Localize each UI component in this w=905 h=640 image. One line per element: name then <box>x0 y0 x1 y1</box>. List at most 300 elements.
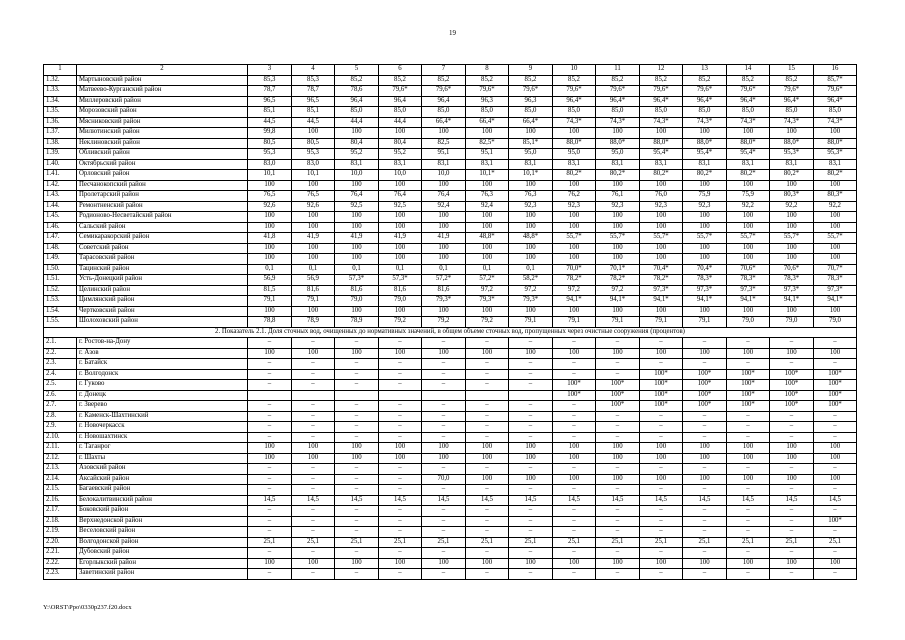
value-cell: 100 <box>292 212 335 223</box>
value-cell: – <box>814 432 857 443</box>
row-index: 2.18. <box>44 516 77 527</box>
value-cell: – <box>727 485 770 496</box>
value-cell: 57,3* <box>335 275 379 286</box>
value-cell: – <box>770 411 814 422</box>
row-index: 1.48. <box>44 243 77 254</box>
value-cell: 100 <box>553 306 596 317</box>
value-cell: – <box>509 338 553 349</box>
row-index: 1.38. <box>44 138 77 149</box>
value-cell: – <box>814 569 857 580</box>
value-cell: – <box>509 464 553 475</box>
value-cell: 66,4* <box>509 117 553 128</box>
value-cell: – <box>509 548 553 559</box>
row-name: г. Новошахтинск <box>77 432 248 443</box>
value-cell: – <box>422 569 466 580</box>
value-cell: – <box>727 569 770 580</box>
value-cell: – <box>596 485 640 496</box>
value-cell: – <box>466 485 509 496</box>
value-cell: – <box>422 359 466 370</box>
value-cell: 97,3* <box>727 285 770 296</box>
row-index: 2.3. <box>44 359 77 370</box>
value-cell: 100 <box>770 558 814 569</box>
value-cell: 83,1 <box>335 159 379 170</box>
value-cell: – <box>640 569 683 580</box>
value-cell <box>335 390 379 401</box>
value-cell: 100 <box>640 474 683 485</box>
value-cell <box>509 390 553 401</box>
value-cell: 76,5 <box>292 191 335 202</box>
value-cell: 92,3 <box>596 201 640 212</box>
value-cell: 100 <box>292 453 335 464</box>
value-cell: 100* <box>814 390 857 401</box>
value-cell: 92,5 <box>335 201 379 212</box>
value-cell: 25,1 <box>553 537 596 548</box>
value-cell: 0,1 <box>248 264 292 275</box>
value-cell: – <box>422 369 466 380</box>
value-cell: 100 <box>379 212 422 223</box>
row-index: 2.1. <box>44 338 77 349</box>
value-cell: 80,5 <box>292 138 335 149</box>
value-cell: 79,1 <box>596 317 640 328</box>
value-cell: – <box>683 359 727 370</box>
value-cell: 100 <box>248 558 292 569</box>
row-index: 2.23. <box>44 569 77 580</box>
value-cell: – <box>248 569 292 580</box>
value-cell: 100 <box>727 348 770 359</box>
value-cell: 100 <box>422 128 466 139</box>
value-cell: – <box>335 548 379 559</box>
table-row <box>44 222 857 233</box>
row-name: Морозовский район <box>77 107 248 118</box>
value-cell: – <box>596 506 640 517</box>
row-index: 1.40. <box>44 159 77 170</box>
value-cell: – <box>553 516 596 527</box>
value-cell: – <box>553 527 596 538</box>
value-cell: 25,1 <box>292 537 335 548</box>
column-header: 11 <box>596 65 640 76</box>
column-header: 14 <box>727 65 770 76</box>
value-cell: 85,1 <box>292 107 335 118</box>
value-cell: 92,6 <box>292 201 335 212</box>
value-cell: 76,1 <box>596 191 640 202</box>
value-cell: 75,9 <box>683 191 727 202</box>
row-index: 2.17. <box>44 506 77 517</box>
value-cell: 100 <box>248 443 292 454</box>
value-cell: 100 <box>683 443 727 454</box>
value-cell: 80,2* <box>596 170 640 181</box>
value-cell: 95,0 <box>596 149 640 160</box>
value-cell: 79,6* <box>553 86 596 97</box>
value-cell: – <box>683 422 727 433</box>
value-cell: 100 <box>509 243 553 254</box>
value-cell: 100 <box>683 306 727 317</box>
value-cell: – <box>379 422 422 433</box>
value-cell: 70,0* <box>553 264 596 275</box>
value-cell: 48,8* <box>466 233 509 244</box>
value-cell: 25,1 <box>770 537 814 548</box>
value-cell: 92,6 <box>248 201 292 212</box>
value-cell: – <box>683 516 727 527</box>
value-cell: 100 <box>335 180 379 191</box>
value-cell: 100 <box>422 212 466 223</box>
value-cell: – <box>292 401 335 412</box>
value-cell: 80,2* <box>770 170 814 181</box>
value-cell: 100 <box>292 306 335 317</box>
row-name: Белокалитвинский район <box>77 495 248 506</box>
value-cell: 94,1* <box>640 296 683 307</box>
row-name: г. Зверево <box>77 401 248 412</box>
row-name: г. Волгодонск <box>77 369 248 380</box>
row-index: 1.32. <box>44 75 77 86</box>
value-cell: 100* <box>814 380 857 391</box>
row-name: Октябрьский район <box>77 159 248 170</box>
value-cell: 88,0* <box>770 138 814 149</box>
value-cell: – <box>727 422 770 433</box>
value-cell: 100 <box>770 306 814 317</box>
table-row <box>44 474 857 485</box>
value-cell: – <box>248 401 292 412</box>
value-cell: 85,3 <box>248 75 292 86</box>
value-cell: – <box>248 380 292 391</box>
value-cell: 100 <box>335 348 379 359</box>
value-cell: 100 <box>596 254 640 265</box>
value-cell: – <box>553 485 596 496</box>
value-cell: 83,1 <box>466 159 509 170</box>
value-cell: 94,1* <box>814 296 857 307</box>
value-cell: 100* <box>727 380 770 391</box>
value-cell: – <box>596 432 640 443</box>
value-cell: – <box>248 527 292 538</box>
value-cell: – <box>292 464 335 475</box>
value-cell: – <box>640 516 683 527</box>
value-cell: – <box>379 369 422 380</box>
value-cell: – <box>596 422 640 433</box>
value-cell: – <box>248 359 292 370</box>
value-cell: 14,5 <box>379 495 422 506</box>
value-cell: – <box>553 369 596 380</box>
value-cell: – <box>814 506 857 517</box>
row-index: 2.16. <box>44 495 77 506</box>
value-cell: 100* <box>770 380 814 391</box>
value-cell: 14,5 <box>248 495 292 506</box>
value-cell: 100 <box>509 453 553 464</box>
value-cell: – <box>814 485 857 496</box>
value-cell: 100 <box>292 254 335 265</box>
value-cell: 100 <box>814 212 857 223</box>
value-cell: 100 <box>248 453 292 464</box>
indicator-table <box>43 64 857 580</box>
value-cell: – <box>640 422 683 433</box>
value-cell: 78,9 <box>335 317 379 328</box>
value-cell: – <box>335 485 379 496</box>
value-cell: 95,2 <box>335 149 379 160</box>
value-cell: 55,7* <box>553 233 596 244</box>
value-cell: 94,1* <box>770 296 814 307</box>
value-cell: 79,1 <box>553 317 596 328</box>
row-index: 2.14. <box>44 474 77 485</box>
value-cell: 100 <box>770 128 814 139</box>
table-row <box>44 380 857 391</box>
value-cell: 100 <box>509 474 553 485</box>
table-row <box>44 411 857 422</box>
value-cell: – <box>248 464 292 475</box>
value-cell: 100 <box>770 474 814 485</box>
value-cell: 100 <box>814 180 857 191</box>
row-index: 1.42. <box>44 180 77 191</box>
value-cell: – <box>770 516 814 527</box>
value-cell: 56,9 <box>248 275 292 286</box>
value-cell: 95,3 <box>292 149 335 160</box>
value-cell: – <box>422 464 466 475</box>
value-cell: – <box>466 369 509 380</box>
value-cell: 85,2 <box>379 75 422 86</box>
value-cell: 79,0 <box>727 317 770 328</box>
row-index: 2.6. <box>44 390 77 401</box>
value-cell: – <box>814 411 857 422</box>
value-cell: 100 <box>466 453 509 464</box>
value-cell: – <box>509 359 553 370</box>
value-cell: – <box>814 338 857 349</box>
table-row <box>44 201 857 212</box>
value-cell: 25,1 <box>335 537 379 548</box>
value-cell: – <box>727 527 770 538</box>
table-row <box>44 306 857 317</box>
value-cell: 0,1 <box>379 264 422 275</box>
value-cell: – <box>509 516 553 527</box>
value-cell: – <box>335 527 379 538</box>
value-cell: 79,6* <box>466 86 509 97</box>
row-name: Песчанокопский район <box>77 180 248 191</box>
value-cell: 78,8 <box>248 317 292 328</box>
value-cell: 96,4 <box>422 96 466 107</box>
value-cell: 96,3 <box>509 96 553 107</box>
value-cell: 94,1* <box>727 296 770 307</box>
value-cell: 100 <box>727 443 770 454</box>
value-cell: – <box>596 411 640 422</box>
table-row <box>44 275 857 286</box>
row-name: Семикаракорский район <box>77 233 248 244</box>
row-name: Дубовский район <box>77 548 248 559</box>
value-cell: 85,0 <box>727 107 770 118</box>
column-header: 12 <box>640 65 683 76</box>
value-cell: 100 <box>509 443 553 454</box>
value-cell: – <box>509 569 553 580</box>
table-row <box>44 443 857 454</box>
value-cell: 100 <box>814 128 857 139</box>
row-index: 2.13. <box>44 464 77 475</box>
value-cell: – <box>509 369 553 380</box>
value-cell: 0,1 <box>509 264 553 275</box>
section-title: 2. Показатель 2.1. Доля сточных вод, очищенных до нормативных значений, в общем объеме сточных вод, пропущенных через очистные сооружения (процентов) <box>44 327 857 338</box>
value-cell: – <box>727 548 770 559</box>
value-cell: 96,4 <box>335 96 379 107</box>
table-row <box>44 558 857 569</box>
value-cell: 92,2 <box>770 201 814 212</box>
value-cell: – <box>335 474 379 485</box>
value-cell: 100 <box>422 453 466 464</box>
value-cell: 83,1 <box>640 159 683 170</box>
row-name: г. Донецк <box>77 390 248 401</box>
value-cell: 76,2 <box>553 191 596 202</box>
value-cell: – <box>640 338 683 349</box>
row-index: 1.55. <box>44 317 77 328</box>
value-cell: 57,2* <box>466 275 509 286</box>
value-cell: 96,4* <box>727 96 770 107</box>
row-index: 2.20. <box>44 537 77 548</box>
value-cell: – <box>248 485 292 496</box>
value-cell: 56,9 <box>292 275 335 286</box>
value-cell: – <box>379 432 422 443</box>
value-cell: 80,2* <box>814 170 857 181</box>
value-cell: – <box>553 506 596 517</box>
value-cell: – <box>292 569 335 580</box>
table-row <box>44 390 857 401</box>
value-cell: 100* <box>683 380 727 391</box>
table-row <box>44 569 857 580</box>
value-cell: – <box>509 380 553 391</box>
value-cell: 97,2 <box>466 285 509 296</box>
file-path-footer: Y:\ORST\Ppo\0330p237.f20.docx <box>43 604 132 611</box>
value-cell: – <box>379 569 422 580</box>
row-index: 1.35. <box>44 107 77 118</box>
value-cell: 79,6* <box>379 86 422 97</box>
value-cell: 95,4* <box>640 149 683 160</box>
value-cell: – <box>422 380 466 391</box>
value-cell: 92,3 <box>683 201 727 212</box>
value-cell: 74,3* <box>640 117 683 128</box>
value-cell: – <box>770 422 814 433</box>
table-row <box>44 516 857 527</box>
row-index: 1.45. <box>44 212 77 223</box>
value-cell: 100 <box>683 558 727 569</box>
value-cell: – <box>335 369 379 380</box>
row-index: 2.5. <box>44 380 77 391</box>
value-cell: – <box>379 401 422 412</box>
value-cell: 100 <box>770 222 814 233</box>
value-cell: – <box>770 432 814 443</box>
value-cell: 100 <box>683 474 727 485</box>
table-body <box>44 65 857 580</box>
value-cell: 85,0 <box>379 107 422 118</box>
value-cell: 85,0 <box>770 107 814 118</box>
value-cell: – <box>379 485 422 496</box>
table-row <box>44 243 857 254</box>
value-cell: – <box>422 527 466 538</box>
value-cell: 100 <box>770 443 814 454</box>
row-index: 1.41. <box>44 170 77 181</box>
value-cell: 100* <box>727 369 770 380</box>
value-cell: 95,3* <box>770 149 814 160</box>
value-cell: 100 <box>640 243 683 254</box>
value-cell: 78,7 <box>248 86 292 97</box>
value-cell: – <box>509 411 553 422</box>
row-name: Тацинский район <box>77 264 248 275</box>
value-cell: 100 <box>509 212 553 223</box>
value-cell: 94,1* <box>553 296 596 307</box>
value-cell: 80,2* <box>640 170 683 181</box>
value-cell: 83,1 <box>509 159 553 170</box>
column-header: 8 <box>466 65 509 76</box>
value-cell: 79,6* <box>770 86 814 97</box>
value-cell: 25,1 <box>509 537 553 548</box>
value-cell: 100 <box>770 243 814 254</box>
value-cell: – <box>509 401 553 412</box>
value-cell: 14,5 <box>422 495 466 506</box>
value-cell: 79,6* <box>640 86 683 97</box>
value-cell: 79,1 <box>248 296 292 307</box>
column-header: 10 <box>553 65 596 76</box>
value-cell: 79,1 <box>292 296 335 307</box>
value-cell: 100 <box>596 474 640 485</box>
value-cell: 95,0 <box>509 149 553 160</box>
value-cell: 100 <box>814 306 857 317</box>
value-cell: 14,5 <box>466 495 509 506</box>
row-index: 2.11. <box>44 443 77 454</box>
value-cell: 100 <box>727 222 770 233</box>
value-cell: 85,2 <box>335 75 379 86</box>
value-cell: 100 <box>553 558 596 569</box>
value-cell: 97,2 <box>596 285 640 296</box>
value-cell: 100 <box>596 212 640 223</box>
value-cell: 88,0* <box>683 138 727 149</box>
value-cell: 97,2 <box>509 285 553 296</box>
value-cell: 88,0* <box>640 138 683 149</box>
value-cell: – <box>596 359 640 370</box>
value-cell: – <box>640 527 683 538</box>
value-cell: 44,4 <box>379 117 422 128</box>
value-cell: 100* <box>683 401 727 412</box>
value-cell: – <box>596 527 640 538</box>
value-cell: 100 <box>335 222 379 233</box>
value-cell: 100* <box>727 390 770 401</box>
value-cell: 100 <box>248 254 292 265</box>
value-cell: 100 <box>553 453 596 464</box>
value-cell: 97,3* <box>640 285 683 296</box>
value-cell: 100 <box>509 348 553 359</box>
value-cell: 100 <box>466 443 509 454</box>
value-cell: – <box>292 369 335 380</box>
value-cell: – <box>379 359 422 370</box>
value-cell: – <box>292 485 335 496</box>
value-cell: 74,3* <box>683 117 727 128</box>
table-row <box>44 285 857 296</box>
value-cell: – <box>292 506 335 517</box>
value-cell: – <box>683 338 727 349</box>
value-cell: 100 <box>466 128 509 139</box>
value-cell: 14,5 <box>553 495 596 506</box>
value-cell: 41,9 <box>422 233 466 244</box>
value-cell: – <box>335 569 379 580</box>
value-cell: – <box>248 474 292 485</box>
value-cell: 85,2 <box>466 75 509 86</box>
value-cell: 55,7* <box>727 233 770 244</box>
value-cell: – <box>466 380 509 391</box>
value-cell: 100 <box>683 243 727 254</box>
value-cell: – <box>466 359 509 370</box>
value-cell: – <box>335 359 379 370</box>
value-cell: – <box>466 527 509 538</box>
row-name: Родионово-Несветайский район <box>77 212 248 223</box>
value-cell: – <box>727 411 770 422</box>
value-cell: 100* <box>553 380 596 391</box>
value-cell: 100 <box>814 243 857 254</box>
value-cell: 100 <box>466 306 509 317</box>
value-cell: 78,7 <box>292 86 335 97</box>
row-index: 1.54. <box>44 306 77 317</box>
value-cell: 96,4 <box>379 96 422 107</box>
value-cell: 100 <box>509 222 553 233</box>
value-cell: 100 <box>466 474 509 485</box>
